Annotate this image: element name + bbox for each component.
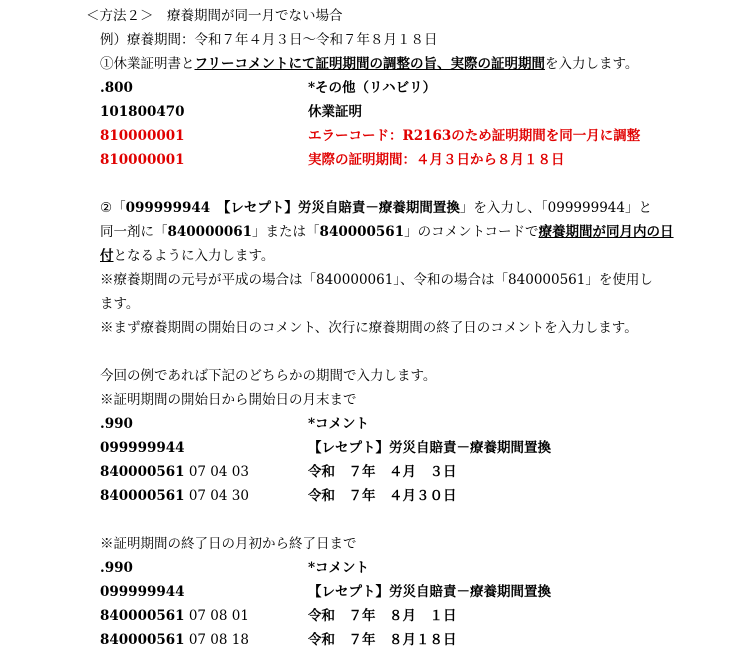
row-code: .800	[100, 80, 133, 96]
row-code: 810000001	[100, 152, 185, 168]
row-text: 令和 ７年 ４月 ３日	[308, 464, 457, 480]
step1-instruction	[100, 54, 638, 74]
row-code-date: 07 08 01	[184, 608, 249, 624]
text-fragment: 同一剤に「	[100, 224, 168, 240]
method-heading: ＜方法２＞ 療養期間が同一月でない場合	[86, 8, 343, 24]
row-code: .990	[100, 560, 133, 576]
comment-code: 840000561	[319, 224, 405, 240]
row-text: 令和 ７年 ８月１８日	[308, 632, 457, 648]
example-period: 例）療養期間：令和７年４月３日～令和７年８月１８日	[100, 32, 438, 48]
step2-line3	[100, 246, 274, 266]
step2-line1	[100, 198, 652, 218]
note-order: ※まず療養期間の開始日のコメント、次行に療養期間の終了日のコメントを入力します。	[100, 320, 638, 336]
text-fragment: ②「	[100, 200, 126, 216]
note-era-cont: ます。	[100, 296, 140, 312]
step2-line2	[100, 222, 674, 242]
row-text: *コメント	[308, 416, 370, 432]
text-fragment: 」を入力し、「099999944」と	[459, 200, 652, 216]
text-fragment: となるように入力します。	[113, 248, 275, 264]
row-text: 実際の証明期間：４月３日から８月１８日	[308, 152, 565, 168]
text-fragment: 」のコメントコードで	[404, 224, 539, 240]
row-text: 休業証明	[308, 104, 362, 120]
row-code-date: 07 08 18	[184, 632, 249, 648]
step1-prefix: ①休業証明書と	[100, 56, 195, 72]
row-code: 840000561	[100, 608, 185, 624]
underlined-fragment: 付	[100, 248, 114, 264]
receipt-code: 099999944 【レセプト】労災自賠責－療養期間置換	[125, 200, 460, 216]
text-fragment: 」または「	[252, 224, 320, 240]
row-text: エラーコード：R2163のため証明期間を同一月に調整	[308, 128, 641, 144]
comment-code: 840000061	[167, 224, 253, 240]
row-text: *その他（リハビリ）	[308, 80, 437, 96]
row-text: 令和 ７年 ４月３０日	[308, 488, 457, 504]
step1-suffix: を入力します。	[544, 56, 639, 72]
step1-underlined: フリーコメントにて証明期間の調整の旨、実際の証明期間	[194, 56, 545, 72]
row-code: 099999944	[100, 584, 185, 600]
row-text: 【レセプト】労災自賠責－療養期間置換	[308, 584, 551, 600]
row-code: 840000561	[100, 464, 185, 480]
row-code: 840000561	[100, 632, 185, 648]
underlined-fragment: 療養期間が同月内の日	[538, 224, 674, 240]
row-code: 099999944	[100, 440, 185, 456]
note-era: ※療養期間の元号が平成の場合は「840000061」、令和の場合は「840000561」を使用し	[100, 272, 653, 288]
row-code: .990	[100, 416, 133, 432]
row-code-date: 07 04 30	[184, 488, 249, 504]
row-code: 810000001	[100, 128, 185, 144]
row-code: 101800470	[100, 104, 185, 120]
row-code: 840000561	[100, 488, 185, 504]
row-code-date: 07 04 03	[184, 464, 249, 480]
row-text: *コメント	[308, 560, 370, 576]
section-a-title: ※証明期間の開始日から開始日の月末まで	[100, 392, 357, 408]
row-text: 令和 ７年 ８月 １日	[308, 608, 457, 624]
section-b-title: ※証明期間の終了日の月初から終了日まで	[100, 536, 357, 552]
row-text: 【レセプト】労災自賠責－療養期間置換	[308, 440, 551, 456]
example-intro: 今回の例であれば下記のどちらかの期間で入力します。	[100, 368, 437, 384]
